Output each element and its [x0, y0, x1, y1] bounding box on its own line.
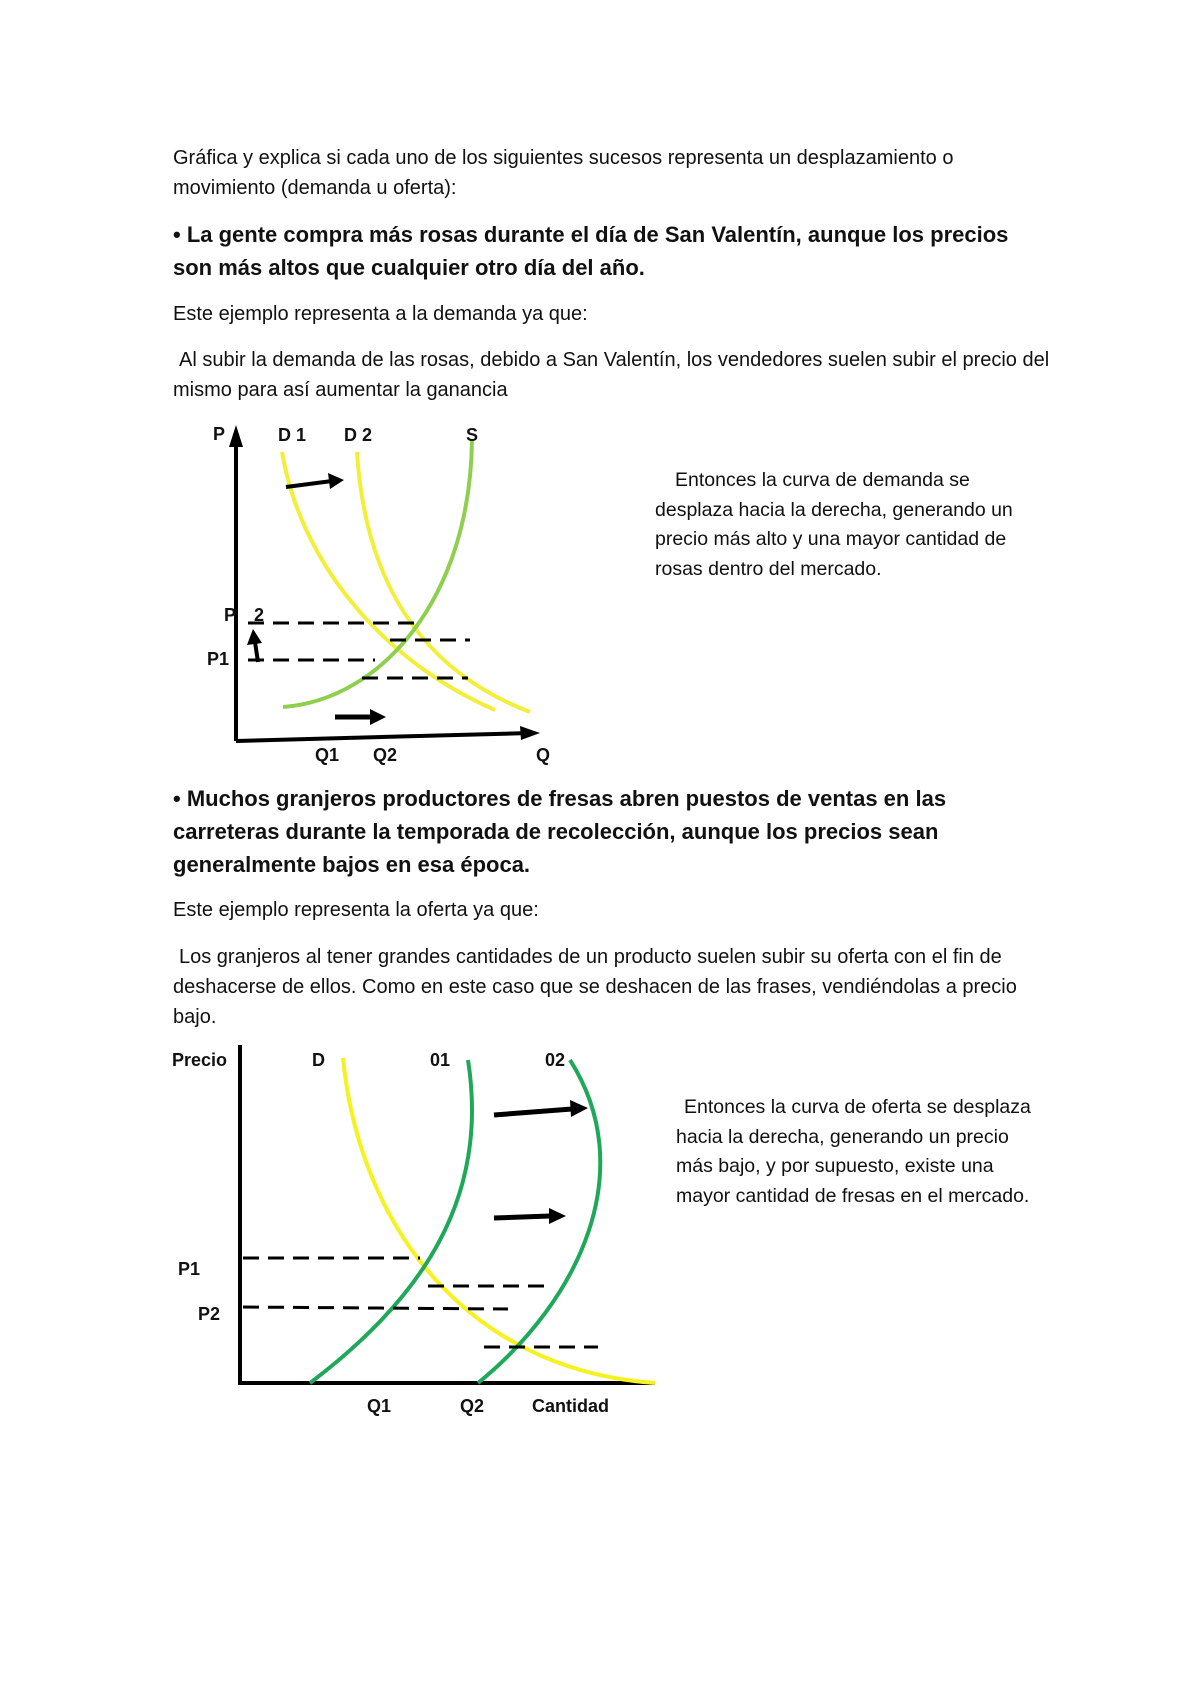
shift-arrow-upper-icon — [570, 1100, 588, 1117]
p2-label-num: 2 — [254, 605, 265, 625]
case2-lead: Este ejemplo representa la oferta ya que: — [173, 899, 539, 921]
case2-heading: • Muchos granjeros productores de fresas abren puestos de ventas en las carreteras durante la temporada de recolección, aunque los precios sean generalmente bajos en esa época. — [173, 786, 947, 877]
case2-reason: Los granjeros al tener grandes cantidades de un producto suelen subir su oferta con el fin de deshacerse de ellos. Como en este caso que se deshacen de las frases, vendiéndolas a precio bajo. — [173, 946, 1017, 1028]
shift-arrow-lower-line — [494, 1216, 550, 1218]
p1-label: P1 — [207, 649, 230, 669]
case1-heading: • La gente compra más rosas durante el día de San Valentín, aunque los precios son más altos que cualquier otro día del año. — [173, 222, 1009, 280]
case1-reason: Al subir la demanda de las rosas, debido a San Valentín, los vendedores suelen subir el precio del mismo para así aumentar la ganancia — [173, 349, 1050, 401]
case1-lead: Este ejemplo representa a la demanda ya que: — [173, 303, 588, 325]
shift-arrow-lower-icon — [549, 1208, 566, 1224]
s-label: S — [466, 425, 479, 445]
d1-label: D 1 — [278, 425, 307, 445]
p2-label-p: P — [224, 605, 237, 625]
shift-arrow-upper-line — [494, 1109, 572, 1115]
supply-curve-o1 — [310, 1060, 472, 1383]
q1-label: Q1 — [315, 745, 340, 765]
demand-curve-d — [343, 1058, 655, 1383]
p2-label: P2 — [198, 1304, 221, 1324]
q2-label: Q2 — [373, 745, 398, 765]
o2-label: 02 — [545, 1050, 566, 1070]
case2-side-text: Entonces la curva de oferta se desplaza hacia la derecha, generando un precio más bajo, y por supuesto, existe una mayor cantidad de fresas en el mercado. — [676, 1096, 1031, 1207]
x-axis-label: Cantidad — [532, 1396, 610, 1416]
intro-text: Gráfica y explica si cada uno de los siguientes sucesos representa un desplazamiento o movimiento (demanda u oferta): — [173, 147, 954, 199]
p2-guide — [243, 1307, 508, 1309]
o1-label: 01 — [430, 1050, 451, 1070]
y-axis-label: Precio — [172, 1050, 228, 1070]
x-axis-label: Q — [536, 745, 551, 765]
d-label: D — [312, 1050, 325, 1070]
case1-side-text: Entonces la curva de demanda se desplaza hacia la derecha, generando un precio más alto y una mayor cantidad de rosas dentro del mercado. — [655, 469, 1013, 580]
p1-label: P1 — [178, 1259, 201, 1279]
y-axis-label: P — [213, 424, 226, 444]
q1-label: Q1 — [367, 1396, 392, 1416]
d2-label: D 2 — [344, 425, 373, 445]
q2-label: Q2 — [460, 1396, 485, 1416]
